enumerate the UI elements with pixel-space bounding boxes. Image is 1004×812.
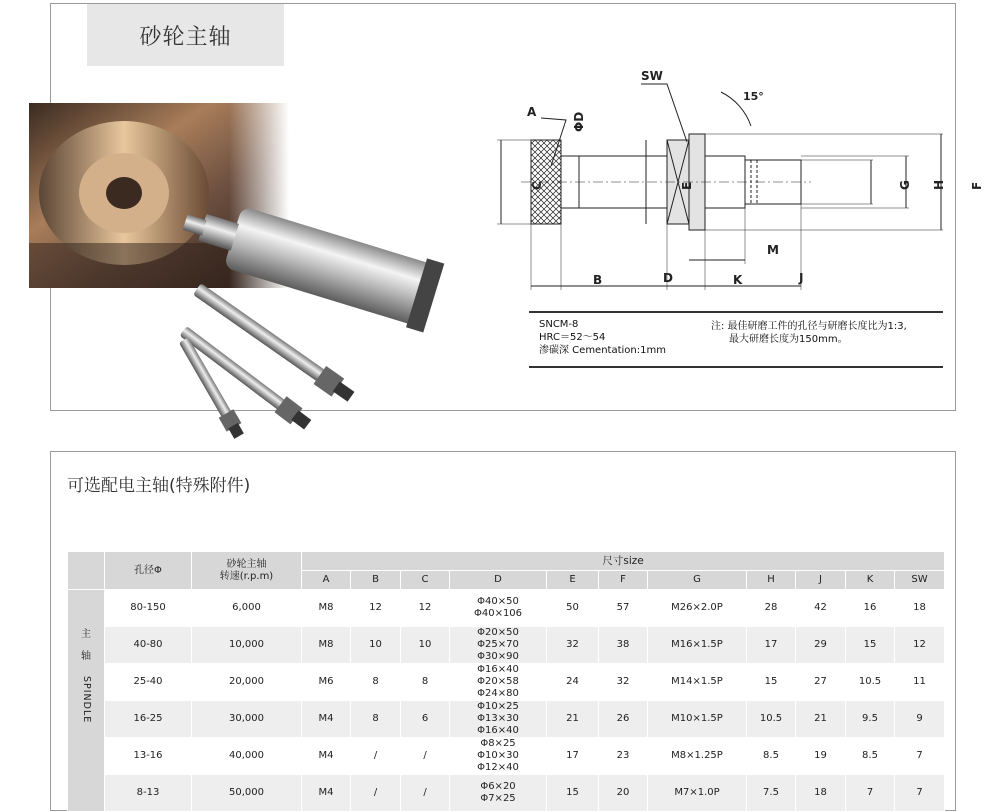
cell-d-line: Φ30×90 xyxy=(477,651,519,662)
label-J: J xyxy=(799,271,804,285)
cell-sw: 9 xyxy=(895,701,945,738)
label-angle: 15° xyxy=(743,90,764,103)
cell-d-line: Φ40×106 xyxy=(473,608,523,619)
material-spec: SNCM-8 HRC＝52～54 渗碳深 Cementation:1mm xyxy=(539,319,666,356)
cell-d-line: Φ20×50 xyxy=(477,627,519,638)
cell-d xyxy=(450,590,547,627)
cell-d-line: Φ7×25 xyxy=(480,793,516,804)
cell-d xyxy=(450,775,547,812)
spindle-photo xyxy=(29,103,449,413)
cell-j: 21 xyxy=(796,701,846,738)
table-row xyxy=(68,701,945,738)
header-bore: 孔径Φ xyxy=(105,552,192,590)
product-title: 砂轮主轴 xyxy=(87,4,284,66)
cell-a: M4 xyxy=(302,738,351,775)
cell-c: / xyxy=(401,738,450,775)
header-col-c: C xyxy=(401,571,450,590)
label-C: C xyxy=(530,181,544,190)
label-F: F xyxy=(970,181,984,190)
cell-f: 57 xyxy=(599,590,648,627)
cell-speed: 6,000 xyxy=(192,590,302,627)
cell-d-line: Φ25×70 xyxy=(477,639,519,650)
spindle-side-label: 主 轴 SPINDLE xyxy=(68,590,105,812)
cell-k: 7 xyxy=(846,775,895,812)
cell-e: 24 xyxy=(547,664,599,701)
header-col-sw: SW xyxy=(895,571,945,590)
header-col-b: B xyxy=(351,571,401,590)
cell-d-line: Φ10×30 xyxy=(477,750,519,761)
cell-c: 6 xyxy=(401,701,450,738)
cell-a: M4 xyxy=(302,701,351,738)
header-col-j: J xyxy=(796,571,846,590)
header-speed: 砂轮主轴 转速(r.p.m) xyxy=(192,552,302,590)
cell-e: 32 xyxy=(547,627,599,664)
cell-h: 10.5 xyxy=(747,701,796,738)
cell-bore: 25-40 xyxy=(105,664,192,701)
cell-bore: 8-13 xyxy=(105,775,192,812)
cell-c: 10 xyxy=(401,627,450,664)
cell-bore: 80-150 xyxy=(105,590,192,627)
header-col-k: K xyxy=(846,571,895,590)
cell-f: 20 xyxy=(599,775,648,812)
label-K: K xyxy=(733,273,743,287)
label-D: D xyxy=(663,271,673,285)
cell-sw: 12 xyxy=(895,627,945,664)
cell-speed: 50,000 xyxy=(192,775,302,812)
cell-d xyxy=(450,627,547,664)
cell-d-line: Φ13×30 xyxy=(477,713,519,724)
optional-spindle-panel xyxy=(50,451,956,811)
label-M: M xyxy=(767,243,779,257)
cell-k: 10.5 xyxy=(846,664,895,701)
cell-e: 50 xyxy=(547,590,599,627)
cell-d xyxy=(450,738,547,775)
label-G: G xyxy=(898,180,912,190)
cell-c: / xyxy=(401,775,450,812)
cell-bore: 13-16 xyxy=(105,738,192,775)
cell-e: 17 xyxy=(547,738,599,775)
header-col-g: G xyxy=(648,571,747,590)
label-H: H xyxy=(932,179,946,190)
cell-d xyxy=(450,701,547,738)
header-size: 尺寸size xyxy=(302,552,945,571)
cell-h: 15 xyxy=(747,664,796,701)
cell-sw: 11 xyxy=(895,664,945,701)
label-B: B xyxy=(593,273,603,287)
cell-bore: 16-25 xyxy=(105,701,192,738)
label-E: E xyxy=(680,181,694,190)
cell-e: 21 xyxy=(547,701,599,738)
cell-speed: 20,000 xyxy=(192,664,302,701)
cell-k: 16 xyxy=(846,590,895,627)
cell-a: M4 xyxy=(302,775,351,812)
cell-g: M26×2.0P xyxy=(648,590,747,627)
cell-speed: 10,000 xyxy=(192,627,302,664)
header-col-f: F xyxy=(599,571,648,590)
cell-f: 26 xyxy=(599,701,648,738)
cell-g: M16×1.5P xyxy=(648,627,747,664)
cell-g: M10×1.5P xyxy=(648,701,747,738)
spec-divider-bottom xyxy=(529,366,943,368)
cell-c: 12 xyxy=(401,590,450,627)
header-corner xyxy=(68,552,105,590)
label-PhiD: ΦD xyxy=(572,111,586,132)
cell-f: 23 xyxy=(599,738,648,775)
cell-b: 8 xyxy=(351,701,401,738)
cell-d-line: Φ16×40 xyxy=(477,664,519,675)
cell-d-line: Φ8×25 xyxy=(480,738,516,749)
cell-d xyxy=(450,664,547,701)
cell-k: 15 xyxy=(846,627,895,664)
cell-sw: 18 xyxy=(895,590,945,627)
cell-g: M7×1.0P xyxy=(648,775,747,812)
spec-divider-top xyxy=(529,311,943,313)
header-col-a: A xyxy=(302,571,351,590)
label-SW: SW xyxy=(641,69,663,83)
cell-a: M8 xyxy=(302,590,351,627)
cell-j: 42 xyxy=(796,590,846,627)
cell-j: 27 xyxy=(796,664,846,701)
section-title: 可选配电主轴(特殊附件) xyxy=(67,476,251,496)
table-row xyxy=(68,738,945,775)
cell-sw: 7 xyxy=(895,738,945,775)
cell-j: 19 xyxy=(796,738,846,775)
cell-b: / xyxy=(351,738,401,775)
cell-d-line: Φ24×80 xyxy=(477,688,519,699)
table-row xyxy=(68,664,945,701)
cell-g: M8×1.25P xyxy=(648,738,747,775)
cell-c: 8 xyxy=(401,664,450,701)
table-row xyxy=(68,775,945,812)
product-panel xyxy=(50,3,984,411)
table-row xyxy=(68,627,945,664)
spindle-spec-table xyxy=(67,551,945,812)
cell-d-line: Φ12×40 xyxy=(477,762,519,773)
cell-f: 32 xyxy=(599,664,648,701)
cell-g: M14×1.5P xyxy=(648,664,747,701)
cell-d-line: Φ40×50 xyxy=(477,596,519,607)
cell-d-line: Φ20×58 xyxy=(477,676,519,687)
cell-speed: 30,000 xyxy=(192,701,302,738)
cell-bore: 40-80 xyxy=(105,627,192,664)
cell-a: M6 xyxy=(302,664,351,701)
cell-sw: 7 xyxy=(895,775,945,812)
cell-d-line: Φ6×20 xyxy=(480,781,516,792)
cell-b: 10 xyxy=(351,627,401,664)
cell-k: 9.5 xyxy=(846,701,895,738)
cell-b: 8 xyxy=(351,664,401,701)
cell-speed: 40,000 xyxy=(192,738,302,775)
header-col-h: H xyxy=(747,571,796,590)
cell-f: 38 xyxy=(599,627,648,664)
cell-j: 18 xyxy=(796,775,846,812)
grinding-note: 注: 最佳研磨工件的孔径与研磨长度比为1:3, 最大研磨长度为150mm。 xyxy=(711,321,907,345)
cell-d-line: Φ16×40 xyxy=(477,725,519,736)
cell-d-line: Φ10×25 xyxy=(477,701,519,712)
header-col-d: D xyxy=(450,571,547,590)
cell-h: 7.5 xyxy=(747,775,796,812)
cell-e: 15 xyxy=(547,775,599,812)
cell-j: 29 xyxy=(796,627,846,664)
table-row xyxy=(68,590,945,627)
cell-h: 17 xyxy=(747,627,796,664)
cell-b: 12 xyxy=(351,590,401,627)
header-col-e: E xyxy=(547,571,599,590)
cell-h: 8.5 xyxy=(747,738,796,775)
label-A: A xyxy=(527,105,537,119)
cell-a: M8 xyxy=(302,627,351,664)
cell-k: 8.5 xyxy=(846,738,895,775)
cell-b: / xyxy=(351,775,401,812)
cell-h: 28 xyxy=(747,590,796,627)
